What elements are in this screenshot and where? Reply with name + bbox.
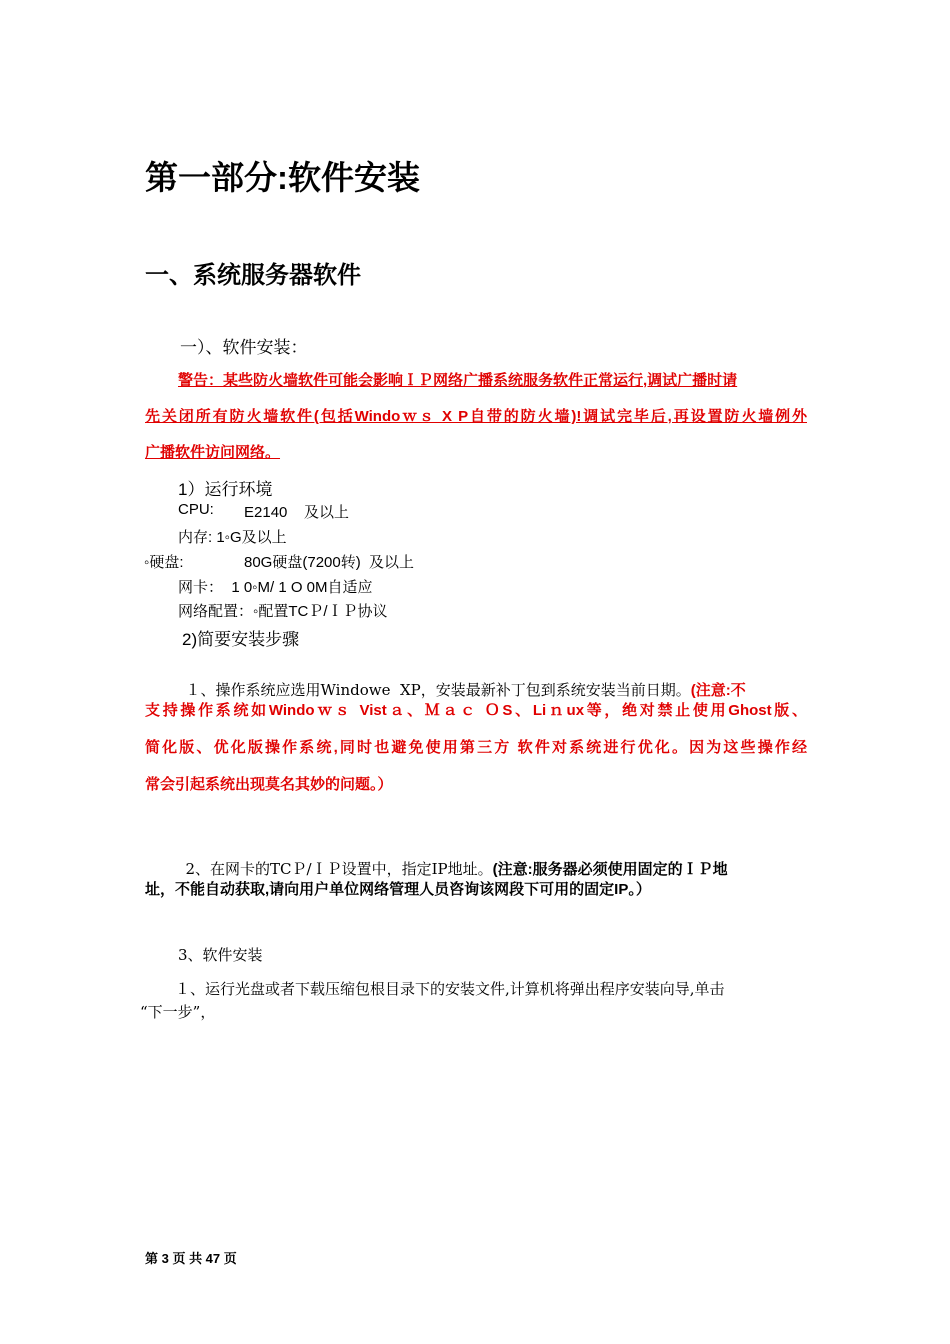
page-title: 第一部分:软件安装	[145, 159, 420, 196]
warning-line-1: 警告：某些防火墙软件可能会影响ＩＰ网络广播系统服务软件正常运行,调试广播时请	[178, 372, 738, 389]
step3-line-2: “下一步”，	[140, 1003, 216, 1021]
step2-text: 2、在网卡的TCＰ/ＩＰ设置中，指定IP地址。	[185, 860, 493, 878]
cpu-value: E2140 及以上	[244, 504, 350, 521]
memory-spec: 内存: 1◦G及以上	[178, 529, 287, 546]
cpu-label: CPU:	[178, 501, 214, 518]
network-config: 网络配置：◦配置TCＰ/ＩＰ协议	[178, 603, 388, 620]
step1-note-start: (注意:不	[690, 682, 746, 699]
step2-note-line-2: 址，不能自动获取,请向用户单位网络管理人员咨询该网段下可用的固定IP。）	[145, 881, 651, 898]
section-heading: 一、系统服务器软件	[145, 262, 361, 289]
subsection-heading: 一）、软件安装：	[180, 338, 308, 357]
step1-text: １、操作系统应选用Windowe XP，安装最新补丁包到系统安装当前日期。	[185, 681, 691, 699]
steps-heading: 2)简要安装步骤	[182, 630, 300, 649]
disk-label: ◦硬盘:	[144, 554, 184, 571]
step2-line-1	[178, 841, 728, 879]
step1-note-line-4: 常会引起系统出现莫名其妙的问题。）	[145, 776, 393, 793]
step2-note-start: (注意:服务器必须使用固定的ＩＰ地	[492, 861, 728, 878]
warning-line-2: 先关闭所有防火墙软件(包括Windoｗｓ X P自带的防火墙)!调试完毕后,再设置防火墙例外	[145, 408, 807, 425]
step1-line-1	[178, 662, 746, 700]
page-footer: 第 3 页 共 47 页	[145, 1251, 237, 1266]
nic-spec: 网卡： 1 0◦M/ 1 O 0M自适应	[178, 579, 373, 596]
step1-note-line-2: 支持操作系统如Windoｗｓ Vistａ、Ｍａｃ ＯS、Liｎux等，绝对禁止使用Ghost版、	[145, 702, 807, 719]
step1-note-line-3: 简化版、优化版操作系统,同时也避免使用第三方 软件对系统进行优化。因为这些操作经	[145, 739, 807, 756]
step3-line-1: １、运行光盘或者下载压缩包根目录下的安装文件,计算机将弹出程序安装向导,单击	[175, 980, 725, 998]
step3-heading: 3、软件安装	[178, 946, 263, 964]
disk-value: 80G硬盘(7200转) 及以上	[244, 554, 415, 571]
warning-line-3: 广播软件访问网络。	[145, 444, 281, 461]
env-heading: 1）运行环境	[178, 480, 273, 499]
